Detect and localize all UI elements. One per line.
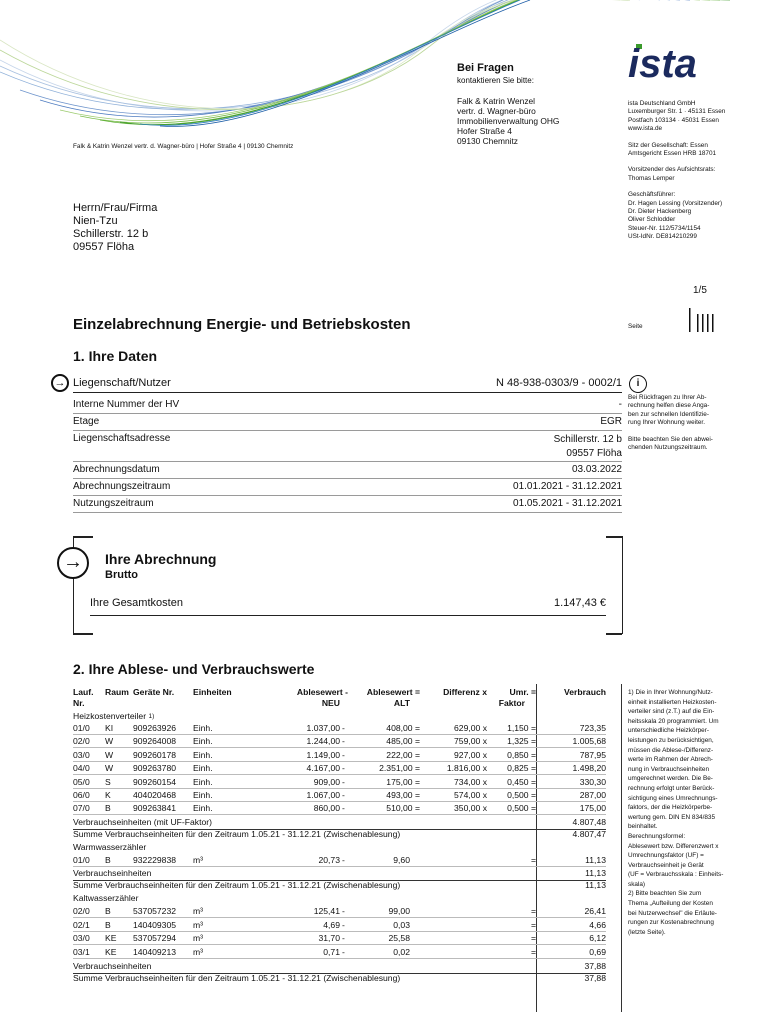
cell-raum: KE [105, 933, 117, 943]
cell-neu: 125,41 [313, 906, 340, 916]
cell-umr: 0,450 = [507, 776, 536, 787]
page-number: 1/5 [693, 285, 707, 296]
cell-raum: B [105, 919, 111, 930]
cell-alt: 485,00 = [386, 736, 420, 747]
cell-verbrauch: 787,95 [579, 749, 606, 760]
cell-alt: 0,02 [393, 946, 410, 957]
ww-sum1-label: Verbrauchseinheiten [73, 868, 152, 878]
sender-line: Falk & Katrin Wenzel vertr. d. Wagner-büro | Hofer Straße 4 | 09130 Chemnitz [73, 143, 294, 150]
summary-arrow-icon: → [57, 547, 89, 579]
group-label-warmwasser: Warmwasserzähler [73, 842, 147, 852]
ww-sum2-value: 11,13 [585, 880, 606, 890]
data-row: Abrechnungszeitraum 01.01.2021 - 31.12.2021 [73, 479, 622, 496]
footnote-line: 1) Die in Ihrer Wohnung/Nutz- [628, 689, 713, 696]
kw-sum2-value: 37,88 [584, 973, 606, 983]
cell-einheit: Einh. [193, 803, 213, 814]
cell-verbrauch: 6,12 [589, 933, 606, 943]
heiz-sum2-label: Summe Verbrauchseinheiten für den Zeitraum 1.05.21 - 31.12.21 (Zwischenablesung) [73, 829, 401, 839]
cell-neu: 1.244,00 [306, 736, 340, 747]
barcode-marks [688, 308, 716, 332]
total-label: Ihre Gesamtkosten [90, 597, 183, 609]
cell-verbrauch: 26,41 [584, 906, 606, 916]
cell-minus: - [342, 790, 345, 800]
cell-nr: 03/0 [73, 749, 90, 760]
contact-line: vertr. d. Wagner-büro [457, 106, 536, 116]
cell-verbrauch: 0,69 [589, 946, 606, 957]
cell-neu: 909,00 [313, 776, 340, 787]
cell-raum: KI [105, 723, 114, 733]
cell-einheit: m³ [193, 855, 204, 865]
footnote-line: rechnung erfolgt unter Berück- [628, 784, 715, 792]
footnote-line: (UF = Verbrauchsskala : Einheits- [628, 871, 724, 879]
cell-alt: 175,00 = [386, 776, 420, 787]
page-label: Seite [628, 323, 643, 330]
cell-alt: 2.351,00 = [379, 763, 420, 774]
recipient-address: Herrn/Frau/Firma Nien-Tzu Schillerstr. 12 b 09557 Flöha [73, 202, 158, 253]
ista-logo [628, 40, 726, 82]
cell-alt: 222,00 = [386, 749, 420, 760]
footnote-line: sichtigung eines Umrechnungs- [628, 794, 718, 802]
table-header: Lauf. Nr. Raum Geräte Nr. Einheiten Ablesewert - NEU Ablesewert = ALT Differenz x Umr. = Faktor Verbrauch [73, 687, 606, 708]
cell-nr: 02/0 [73, 906, 90, 916]
footnote-line: faktors, der die Heizkörperbe- [628, 804, 713, 812]
cell-verbrauch: 1.005,68 [572, 736, 606, 747]
cell-geraet: 909263780 [133, 763, 177, 774]
cell-nr: 02/0 [73, 736, 90, 747]
cell-geraet: 537057232 [133, 906, 177, 916]
cell-umr: = [530, 946, 536, 957]
cell-diff: 927,00 x [454, 749, 487, 760]
cell-umr: = [530, 906, 536, 916]
cell-raum: B [105, 803, 111, 814]
arrow-right-icon: → [51, 374, 69, 392]
page-title: Einzelabrechnung Energie- und Betriebskosten [73, 316, 411, 333]
cell-minus: - [342, 946, 345, 957]
cell-neu: 31,70 [318, 933, 340, 943]
row-rule [73, 866, 606, 867]
cell-raum: B [105, 855, 111, 865]
cell-diff: 734,00 x [454, 776, 487, 787]
cell-alt: 0,03 [393, 919, 410, 930]
svg-text:ista: ista [628, 42, 697, 82]
cell-nr: 03/1 [73, 946, 90, 957]
cell-raum: KE [105, 946, 117, 957]
cell-diff: 574,00 x [454, 790, 487, 800]
footnote-line: (letzte Seite). [628, 928, 666, 936]
cell-raum: W [105, 736, 114, 747]
row-rule [73, 944, 606, 945]
cell-geraet: 909260178 [133, 749, 177, 760]
cell-einheit: m³ [193, 906, 204, 916]
ww-sum1-value: 11,13 [585, 868, 606, 878]
cell-umr: = [530, 933, 536, 943]
cell-nr: 06/0 [73, 790, 90, 800]
summary-title: Ihre Abrechnung [105, 551, 217, 567]
group-label-kaltwasser: Kaltwasserzähler [73, 893, 139, 903]
property-label: Liegenschaft/Nutzer [73, 377, 171, 389]
cell-neu: 1.067,00 [306, 790, 340, 800]
cell-raum: K [105, 790, 111, 800]
company-info: ista Deutschland GmbH Luxemburger Str. 1 · 45131 Essen Postfach 103134 · 45031 Essen www.ista.de Sitz der Gesellschaft: Essen Amtsgericht Essen HRB 18701 Vorsitzender des Aufsichtsrats: Thomas Lemper Geschäftsführer: Dr. Hagen Lessing (Vorsitzender) Dr. Dieter Hackenberg Oliver Schlodder Steuer-Nr. 112/5734/1154 USt-IdNr. DE814210299 [628, 100, 726, 241]
footnote [628, 688, 723, 937]
cell-geraet: 140409213 [133, 946, 177, 957]
footnote-line: beinhaltet. [628, 823, 658, 831]
cell-nr: 05/0 [73, 776, 90, 787]
kw-sum1-label: Verbrauchseinheiten [73, 961, 152, 971]
row-rule [73, 761, 606, 762]
contact-subtitle: kontaktieren Sie bitte: [457, 76, 534, 85]
cell-nr: 07/0 [73, 803, 90, 814]
footnote-line: müssen die Ablese-/Differenz- [628, 746, 714, 754]
cell-einheit: Einh. [193, 723, 213, 733]
row-rule [73, 801, 606, 802]
heiz-sum2-value: 4.807,47 [572, 829, 606, 839]
section2-heading: 2. Ihre Ablese- und Verbrauchswerte [73, 661, 315, 677]
cell-raum: W [105, 749, 114, 760]
cell-umr: 1,325 = [507, 736, 536, 747]
data-row: Abrechnungsdatum 03.03.2022 [73, 462, 622, 479]
data-row: Etage EGR [73, 414, 622, 431]
cell-umr: 0,850 = [507, 749, 536, 760]
cell-geraet: 909263926 [133, 723, 177, 733]
cell-neu: 4.167,00 [306, 763, 340, 774]
cell-minus: - [342, 933, 345, 943]
cell-geraet: 932229838 [133, 855, 177, 865]
cell-neu: 1.037,00 [306, 723, 340, 733]
row-rule [73, 788, 606, 789]
total-row [90, 595, 606, 616]
cell-umr: = [530, 919, 536, 930]
cell-geraet: 140409305 [133, 919, 177, 930]
footnote-line: heitsskala 20 programmiert. Um [628, 717, 719, 725]
cell-minus: - [342, 919, 345, 930]
kw-sum1-value: 37,88 [584, 961, 606, 971]
cell-minus: - [342, 749, 345, 760]
footnote-line: 2) Bitte beachten Sie zum [628, 890, 702, 898]
cell-verbrauch: 330,30 [579, 776, 606, 787]
cell-nr: 02/1 [73, 919, 90, 930]
cell-einheit: m³ [193, 919, 204, 930]
row-rule [73, 774, 606, 775]
total-value: 1.147,43 € [554, 597, 606, 609]
cell-neu: 4,69 [323, 919, 340, 930]
footnote-line: Berechnungsformel: [628, 832, 686, 840]
contact-line: Hofer Straße 4 [457, 126, 512, 136]
property-row [73, 374, 622, 393]
cell-verbrauch: 11,13 [585, 855, 606, 865]
cell-minus: - [342, 736, 345, 747]
cell-neu: 20,73 [318, 855, 340, 865]
footnote-line: nung in Verbrauchseinheiten [628, 765, 710, 773]
cell-minus: - [342, 906, 345, 916]
footnote-line: bei Nutzerwechsel" die Erläute- [628, 909, 717, 917]
cell-nr: 01/0 [73, 855, 90, 865]
cell-neu: 860,00 [313, 803, 340, 814]
cell-raum: S [105, 776, 111, 787]
cell-umr: = [530, 855, 536, 865]
cell-alt: 9,60 [393, 855, 410, 865]
cell-nr: 01/0 [73, 723, 90, 733]
data-row: Nutzungszeitraum 01.05.2021 - 31.12.2021 [73, 496, 622, 513]
cell-umr: 0,825 = [507, 763, 536, 774]
cell-einheit: Einh. [193, 749, 213, 760]
contact-line: Immobilienverwaltung OHG [457, 116, 560, 126]
footnote-line: Umrechnungsfaktor (UF) = [628, 852, 704, 860]
row-rule [73, 734, 606, 735]
cell-einheit: Einh. [193, 776, 213, 787]
ww-sum2-label: Summe Verbrauchseinheiten für den Zeitraum 1.05.21 - 31.12.21 (Zwischenablesung) [73, 880, 401, 890]
cell-nr: 03/0 [73, 933, 90, 943]
contact-title: Bei Fragen [457, 62, 514, 74]
cell-umr: 0,500 = [507, 803, 536, 814]
cell-einheit: m³ [193, 946, 204, 957]
cell-einheit: Einh. [193, 736, 213, 747]
cell-neu: 0,71 [323, 946, 340, 957]
cell-umr: 1,150 = [507, 723, 536, 733]
row-rule [73, 931, 606, 932]
cell-verbrauch: 1.498,20 [572, 763, 606, 774]
footnote-line: Verbrauchseinheit je Gerät [628, 861, 704, 869]
cell-verbrauch: 4,66 [589, 919, 606, 930]
cell-diff: 629,00 x [454, 723, 487, 733]
cell-minus: - [342, 723, 345, 733]
cell-geraet: 404020468 [133, 790, 177, 800]
cell-einheit: Einh. [193, 790, 213, 800]
section1-heading: 1. Ihre Daten [73, 348, 158, 364]
cell-geraet: 909264008 [133, 736, 177, 747]
footnote-line: werte im Rahmen der Abrech- [628, 756, 713, 764]
info-note: Bei Rückfragen zu Ihrer Ab- rechnung helfen diese Anga- ben zur schnellen Identifizie- rung Ihrer Wohnung weiter. Bitte beachten Sie den abwei- chenden Nutzungszeitraum. [628, 394, 713, 452]
cell-nr: 04/0 [73, 763, 90, 774]
cell-geraet: 909260154 [133, 776, 177, 787]
kw-sum2-label: Summe Verbrauchseinheiten für den Zeitraum 1.05.21 - 31.12.21 (Zwischenablesung) [73, 973, 401, 983]
cell-alt: 493,00 = [386, 790, 420, 800]
footnote-line: Thema „Aufteilung der Kosten [628, 900, 713, 908]
table-row [0, 947, 768, 958]
row-rule [73, 814, 606, 815]
cell-minus: - [342, 855, 345, 865]
cell-einheit: Einh. [193, 763, 213, 774]
info-icon: i [629, 375, 647, 393]
cell-raum: B [105, 906, 111, 916]
heiz-sum1-label: Verbrauchseinheiten (mit UF-Faktor) [73, 817, 212, 827]
footnote-line: rungen zur Kostenabrechnung [628, 919, 714, 927]
cell-minus: - [342, 803, 345, 814]
contact-address [457, 96, 559, 146]
cell-umr: 0,500 = [507, 790, 536, 800]
summary-subtitle: Brutto [105, 569, 138, 581]
property-value: N 48-938-0303/9 - 0002/1 [496, 377, 622, 389]
cell-raum: W [105, 763, 114, 774]
cell-einheit: m³ [193, 933, 204, 943]
cell-diff: 350,00 x [454, 803, 487, 814]
heiz-sum1-value: 4.807,48 [572, 817, 606, 827]
cell-neu: 1.149,00 [306, 749, 340, 760]
row-rule [73, 958, 606, 959]
cell-alt: 25,58 [388, 933, 410, 943]
cell-verbrauch: 287,00 [579, 790, 606, 800]
footnote-line: leistungen zu berücksichtigen, [628, 736, 714, 744]
cell-geraet: 537057294 [133, 933, 177, 943]
cell-verbrauch: 175,00 [579, 803, 606, 814]
cell-alt: 408,00 = [386, 723, 420, 733]
data-row: Interne Nummer der HV - [73, 397, 622, 414]
contact-line: 09130 Chemnitz [457, 136, 518, 146]
footnote-line: Ablesewert bzw. Differenzwert x [628, 842, 719, 850]
cell-alt: 510,00 = [386, 803, 420, 814]
row-rule [73, 917, 606, 918]
cell-minus: - [342, 776, 345, 787]
row-rule [73, 747, 606, 748]
footnote-line: umgerechnet werden. Die Be- [628, 775, 713, 783]
cell-minus: - [342, 763, 345, 774]
footnote-line: skala) [628, 880, 646, 888]
cell-diff: 1.816,00 x [446, 763, 487, 774]
footnote-line: unterschiedliche Heizkörper- [628, 727, 709, 735]
footnote-line: verteiler sind (z.T.) auf die Ein- [628, 708, 715, 716]
contact-line: Falk & Katrin Wenzel [457, 96, 536, 106]
data-row: Liegenschaftsadresse Schillerstr. 12 b 09557 Flöha [73, 431, 622, 462]
cell-alt: 99,00 [388, 906, 410, 916]
group-label-heizkosten: Heizkostenverteiler $^{1)}$ [73, 711, 155, 721]
footnote-line: wertung gem. DIN EN 834/835 [628, 813, 716, 821]
cell-diff: 759,00 x [454, 736, 487, 747]
footnote-line: einheit installierten Heizkosten- [628, 698, 717, 706]
cell-verbrauch: 723,35 [579, 723, 606, 733]
cell-geraet: 909263841 [133, 803, 177, 814]
